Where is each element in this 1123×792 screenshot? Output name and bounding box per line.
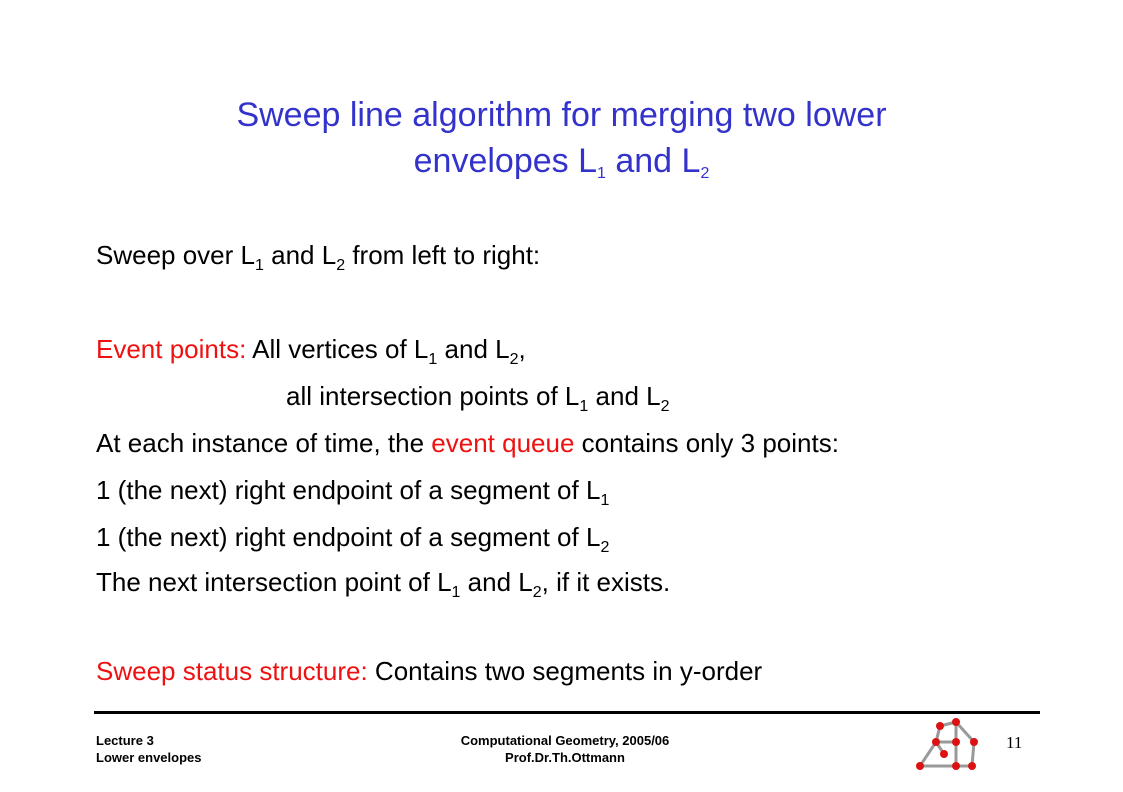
- title-line-2: envelopes $L_1$ and $L_2$: [413, 142, 710, 182]
- sweep-status-label: Sweep status structure:: [96, 656, 368, 686]
- event-queue-line: At each instance of time, the event queue contains only 3 points:: [96, 428, 839, 458]
- next-intersection-line: The next intersection point of $L_1$ and $L_2$, if it exists.: [96, 567, 671, 601]
- title-line-1: Sweep line algorithm for merging two lower: [236, 96, 887, 134]
- footer-divider: [94, 711, 1040, 714]
- event-points-line: Event points: All vertices of $L_1$ and $L_2$,: [96, 334, 526, 368]
- footer-lecture: Lecture 3 Lower envelopes: [96, 733, 202, 765]
- sweep-status-line: Sweep status structure: Contains two segments in y-order: [96, 656, 763, 686]
- graph-logo-icon: [916, 718, 986, 779]
- event-queue-term: event queue: [431, 428, 575, 458]
- next-endpoint-l1-line: 1 (the next) right endpoint of a segment of $L_1$: [96, 475, 610, 509]
- intersection-points-line: all intersection points of $L_1$ and $L_2$: [286, 381, 670, 415]
- next-endpoint-l2-line: 1 (the next) right endpoint of a segment of $L_2$: [96, 522, 610, 556]
- event-points-label: Event points:: [96, 334, 247, 364]
- footer-course: Computational Geometry, 2005/06 Prof.Dr.Th.Ottmann: [460, 733, 670, 765]
- sweep-over-line: Sweep over $L_1$ and $L_2$ from left to right:: [96, 240, 541, 274]
- page-number: 11: [1006, 733, 1023, 752]
- slide-title: [100, 92, 1023, 184]
